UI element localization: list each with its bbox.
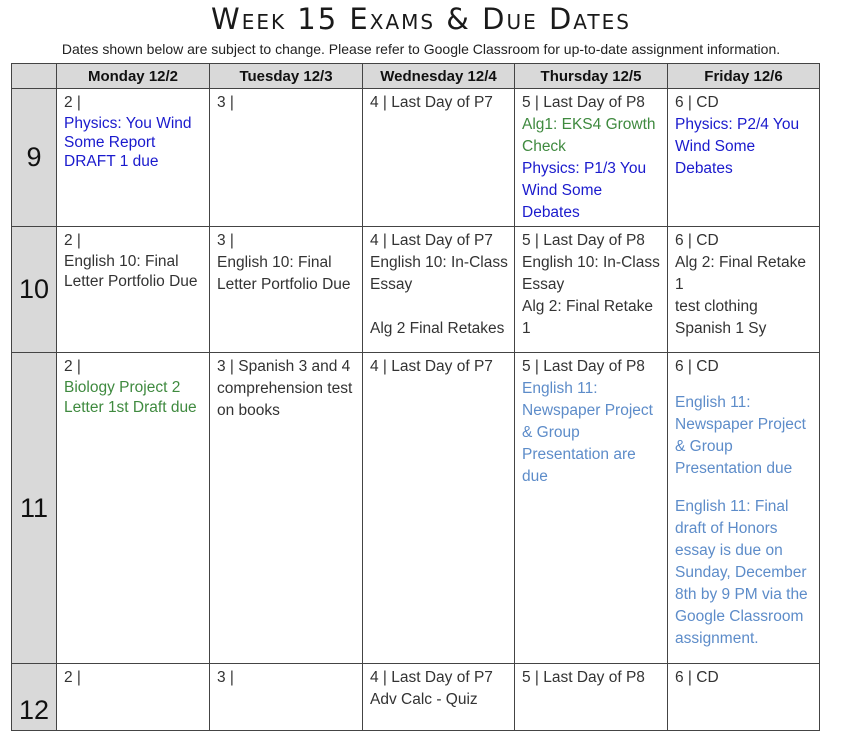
cell-line: 5 | Last Day of P8 <box>522 669 645 686</box>
day-header-friday: Friday 12/6 <box>668 64 820 89</box>
physics-assignment: Some Report <box>64 134 156 151</box>
physics-assignment: Physics: P2/4 You <box>675 116 800 133</box>
cell-10-tuesday <box>210 227 363 353</box>
cell-line: English 10: Final <box>217 254 332 271</box>
english-assignment: Newspaper Project <box>522 402 653 419</box>
cell-11-monday <box>57 353 210 664</box>
english-assignment: essay is due on <box>675 542 783 559</box>
cell-line: Letter Portfolio Due <box>217 276 351 293</box>
english-assignment: English 11: Final <box>675 498 789 515</box>
cell-line: English 10: In-Class <box>522 254 660 271</box>
english-assignment: assignment. <box>675 630 759 647</box>
cell-line: 3 | <box>217 232 234 249</box>
cell-line: 6 | CD <box>675 94 719 111</box>
cell-9-friday <box>668 89 820 227</box>
english-assignment: Presentation are <box>522 446 636 463</box>
physics-assignment: Wind Some Debates <box>522 182 607 221</box>
physics-assignment: DRAFT 1 due <box>64 153 159 170</box>
grade-label-11: 11 <box>12 353 57 664</box>
header-row <box>12 64 820 89</box>
cell-10-wednesday <box>363 227 515 353</box>
cell-line: Essay <box>370 276 413 293</box>
physics-assignment: Physics: P1/3 You <box>522 160 647 177</box>
algebra-assignment: Check <box>522 138 566 155</box>
cell-12-wednesday <box>363 664 515 731</box>
grade-label-9: 9 <box>12 89 57 227</box>
cell-12-monday <box>57 664 210 731</box>
cell-line: comprehension test <box>217 380 353 397</box>
english-assignment: & Group <box>522 424 580 441</box>
day-header-wednesday: Wednesday 12/4 <box>363 64 515 89</box>
cell-line: Alg 2: Final Retake 1 <box>675 254 811 293</box>
cell-line: 6 | CD <box>675 232 719 249</box>
cell-line: 3 | Spanish 3 and 4 <box>217 358 351 375</box>
cell-9-monday <box>57 89 210 227</box>
cell-line: Essay <box>522 276 565 293</box>
day-header-monday: Monday 12/2 <box>57 64 210 89</box>
cell-line: Alg 2 Final Retakes <box>370 320 505 337</box>
cell-11-friday <box>668 353 820 664</box>
cell-line: English 10: Final <box>64 253 179 270</box>
grade-row-12 <box>12 664 820 731</box>
cell-line: 2 | <box>64 94 81 111</box>
cell-line: 3 | <box>217 669 234 686</box>
cell-line: 5 | Last Day of P8 <box>522 232 645 249</box>
grade-label-12: 12 <box>12 664 57 731</box>
page-title: Week 15 Exams & Due Dates <box>211 2 631 36</box>
english-assignment: draft of Honors <box>675 520 778 537</box>
physics-assignment: Wind Some Debates <box>675 138 760 177</box>
cell-12-tuesday <box>210 664 363 731</box>
cell-11-wednesday <box>363 353 515 664</box>
english-assignment: & Group <box>675 438 733 455</box>
english-assignment: due <box>522 468 548 485</box>
cell-12-thursday <box>515 664 668 731</box>
cell-9-tuesday <box>210 89 363 227</box>
cell-10-friday <box>668 227 820 353</box>
physics-assignment: Physics: You Wind <box>64 115 192 132</box>
cell-12-friday <box>668 664 820 731</box>
page-subtitle: Dates shown below are subject to change. Please refer to Google Classroom for up-to-date assignment information. <box>61 41 781 57</box>
cell-line: Letter Portfolio Due <box>64 273 198 290</box>
cell-9-wednesday <box>363 89 515 227</box>
cell-line: 2 | <box>64 358 81 375</box>
english-assignment: Sunday, December <box>675 564 807 581</box>
algebra-assignment: Alg1: EKS4 Growth <box>522 116 656 133</box>
corner-cell <box>12 64 57 89</box>
cell-line: 3 | <box>217 94 234 111</box>
day-header-thursday: Thursday 12/5 <box>515 64 668 89</box>
english-assignment: Presentation due <box>675 460 793 477</box>
cell-line: English 10: In-Class <box>370 254 508 271</box>
day-header-tuesday: Tuesday 12/3 <box>210 64 363 89</box>
grade-label-10: 10 <box>12 227 57 353</box>
cell-line: 4 | Last Day of P7 <box>370 358 493 375</box>
english-assignment: English 11: <box>675 394 751 411</box>
cell-line: 4 | Last Day of P7 <box>370 94 493 111</box>
english-assignment: 8th by 9 PM via the <box>675 586 808 603</box>
cell-line: Adv Calc - Quiz <box>370 691 478 708</box>
cell-10-thursday <box>515 227 668 353</box>
cell-line: 4 | Last Day of P7 <box>370 669 493 686</box>
cell-line: on books <box>217 402 280 419</box>
cell-9-thursday <box>515 89 668 227</box>
grade-row-9 <box>12 89 820 227</box>
cell-line: 5 | Last Day of P8 <box>522 94 645 111</box>
cell-10-monday <box>57 227 210 353</box>
cell-line: 2 | <box>64 232 81 249</box>
cell-line: 6 | CD <box>675 358 719 375</box>
grade-row-10 <box>12 227 820 353</box>
cell-line: 6 | CD <box>675 669 719 686</box>
english-assignment: English 11: <box>522 380 598 397</box>
cell-line: 5 | Last Day of P8 <box>522 358 645 375</box>
schedule-table <box>11 63 820 731</box>
cell-line: test clothing <box>675 298 758 315</box>
english-assignment: Newspaper Project <box>675 416 806 433</box>
cell-line: 4 | Last Day of P7 <box>370 232 493 249</box>
grade-row-11 <box>12 353 820 664</box>
cell-11-thursday <box>515 353 668 664</box>
english-assignment: Google Classroom <box>675 608 804 625</box>
cell-line: 2 | <box>64 669 81 686</box>
biology-assignment: Letter 1st Draft due <box>64 399 197 416</box>
cell-line: Alg 2: Final Retake 1 <box>522 298 658 337</box>
cell-line: Spanish 1 Sy <box>675 320 767 337</box>
biology-assignment: Biology Project 2 <box>64 379 181 396</box>
cell-11-tuesday <box>210 353 363 664</box>
